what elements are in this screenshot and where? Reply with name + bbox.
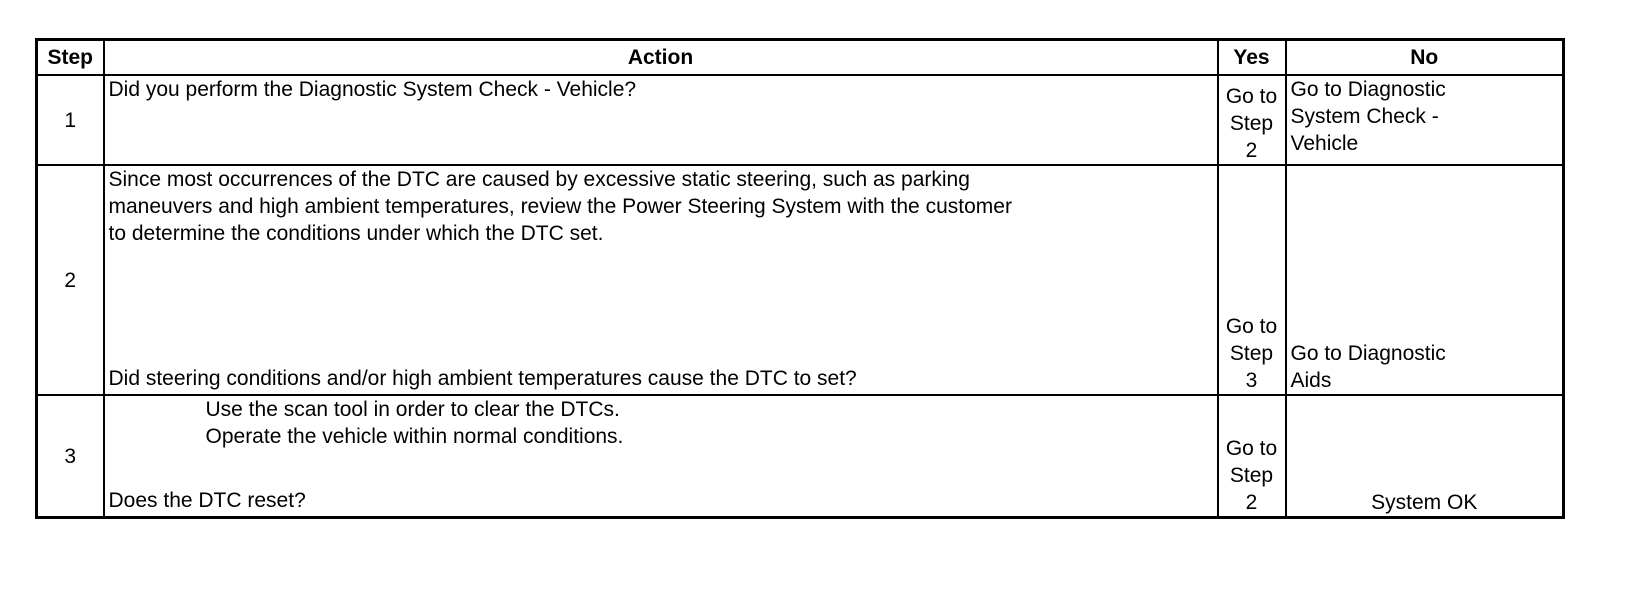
table-row <box>37 395 1564 518</box>
step-number: 3 <box>37 395 104 518</box>
action-text: to determine the conditions under which the DTC set. <box>108 222 604 245</box>
table-row <box>37 75 1564 165</box>
yes-text: Go to <box>1225 437 1278 460</box>
no-text: Go to Diagnostic <box>1290 78 1446 101</box>
action-question: Did steering conditions and/or high ambient temperatures cause the DTC to set? <box>108 367 857 390</box>
no-text: System Check - <box>1290 105 1439 128</box>
action-text: Since most occurrences of the DTC are caused by excessive static steering, such as parking <box>108 168 970 191</box>
step-number: 1 <box>37 75 104 165</box>
header-action: Action <box>104 40 1218 76</box>
diagnostic-table <box>35 38 1565 519</box>
yes-cell <box>1218 165 1286 395</box>
yes-cell <box>1218 75 1286 165</box>
action-cell <box>104 75 1218 165</box>
no-text: Go to Diagnostic <box>1290 342 1446 365</box>
action-text: maneuvers and high ambient temperatures, review the Power Steering System with the customer <box>108 195 1012 218</box>
action-substep: Use the scan tool in order to clear the DTCs. <box>205 398 620 421</box>
no-cell <box>1286 395 1564 518</box>
yes-text: Step 2 <box>1229 464 1274 514</box>
action-substeps <box>109 396 1213 450</box>
yes-text: Go to <box>1225 315 1278 338</box>
step-number: 2 <box>37 165 104 395</box>
no-text: System OK <box>1371 491 1478 514</box>
table-header-row <box>37 40 1564 76</box>
action-question: Does the DTC reset? <box>108 489 306 512</box>
table-row <box>37 165 1564 395</box>
yes-text: Go to <box>1225 85 1278 108</box>
action-cell <box>104 165 1218 395</box>
header-step: Step <box>37 40 104 76</box>
action-intro <box>109 166 1213 247</box>
yes-text: Step 2 <box>1229 112 1274 162</box>
header-no: No <box>1286 40 1564 76</box>
action-cell <box>104 395 1218 518</box>
header-yes: Yes <box>1218 40 1286 76</box>
no-cell <box>1286 75 1564 165</box>
yes-text: Step 3 <box>1229 342 1274 392</box>
action-text: Did you perform the Diagnostic System Check - Vehicle? <box>108 78 637 101</box>
no-text: Aids <box>1290 369 1332 392</box>
no-text: Vehicle <box>1290 132 1359 155</box>
action-substep: Operate the vehicle within normal conditions. <box>205 425 624 448</box>
no-cell <box>1286 165 1564 395</box>
yes-cell <box>1218 395 1286 518</box>
